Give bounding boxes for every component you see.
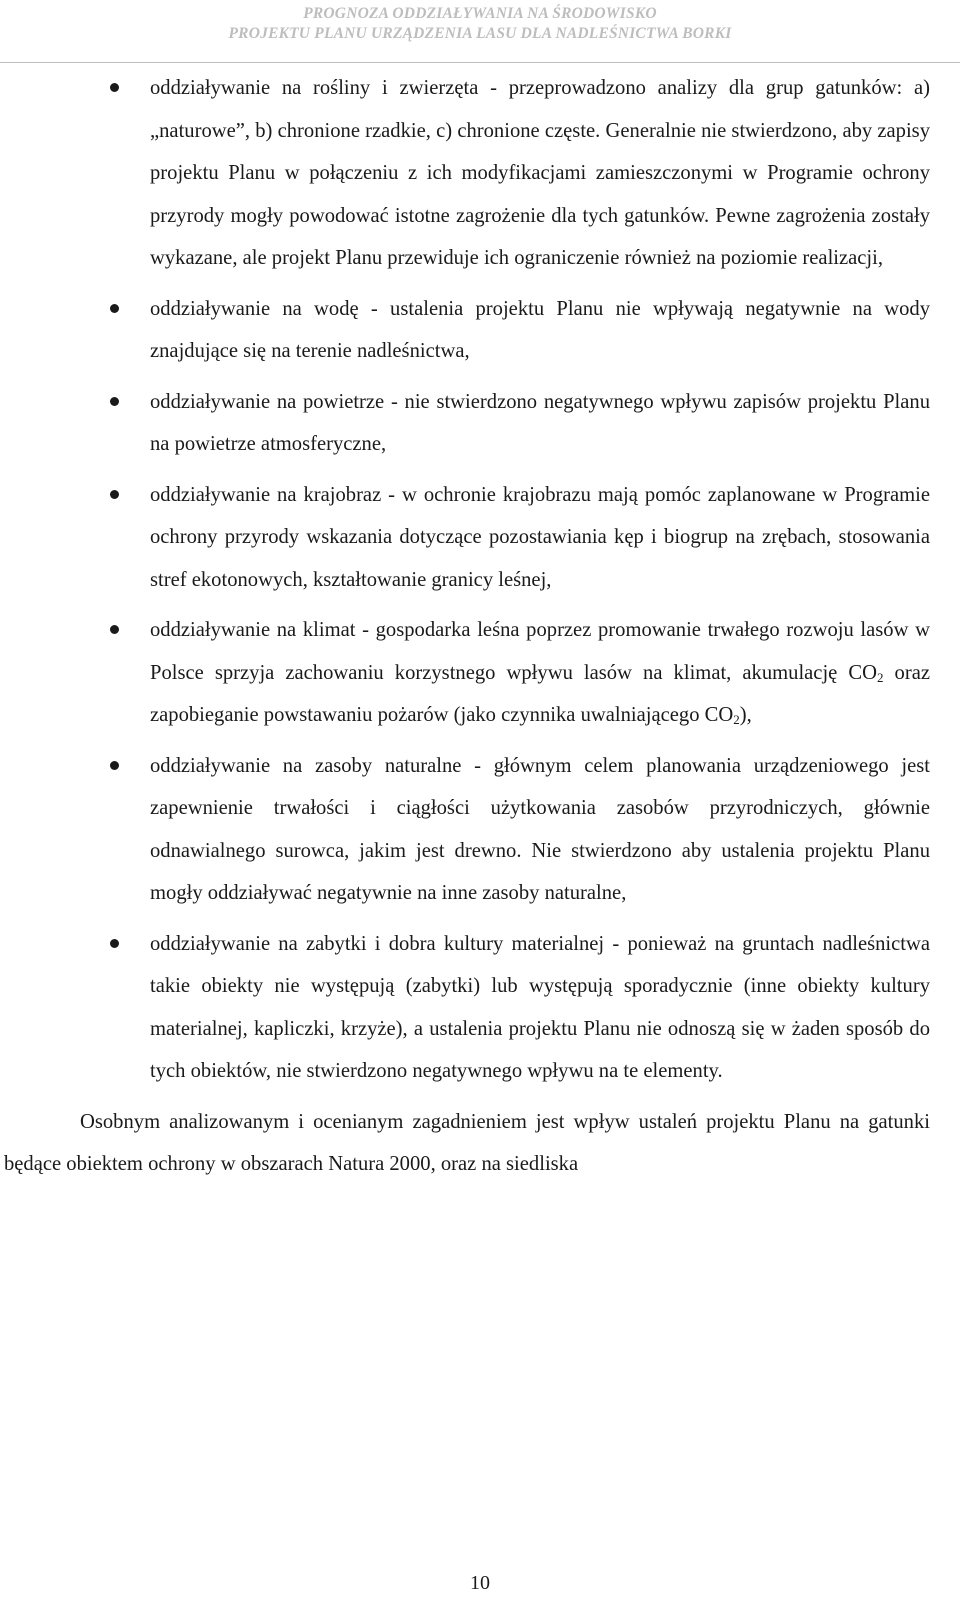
list-item: [0, 381, 930, 466]
body-paragraph: Osobnym analizowanym i ocenianym zagadnieniem jest wpływ ustaleń projektu Planu na gatunki będące obiektem ochrony w obszarach Natura 2000, oraz na siedliska: [4, 1110, 930, 1175]
list-item: [0, 474, 930, 602]
list-item-text: oddziaływanie na zabytki i dobra kultury materialnej - ponieważ na gruntach nadleśnictwa takie obiekty nie występują (zabytki) lub występują sporadycznie (inne obiekty kultury materialnej, kapliczki, krzyże), a ustalenia projektu Planu nie odnoszą się w żaden sposób do tych obiektów, nie stwierdzono negatywnego wpływu na te elementy.: [150, 932, 930, 1082]
list-item: [0, 609, 930, 737]
list-item-text: oddziaływanie na wodę - ustalenia projektu Planu nie wpływają negatywnie na wody znajdujące się na terenie nadleśnictwa,: [150, 297, 930, 362]
list-item: [0, 67, 930, 280]
bullet-icon: [110, 939, 119, 948]
list-item-text: oddziaływanie na krajobraz - w ochronie krajobrazu mają pomóc zaplanowane w Programie ochrony przyrody wskazania dotyczące pozostawiania kęp i biogrup na zrębach, stosowania stref ekotonowych, kształtowanie granicy leśnej,: [150, 483, 930, 591]
bullet-icon: [110, 397, 119, 406]
list-item: [0, 923, 930, 1093]
list-item: [0, 745, 930, 915]
subscript: 2: [876, 669, 884, 685]
subscript: 2: [733, 712, 740, 727]
list-item: [0, 288, 930, 373]
list-item-text: oddziaływanie na powietrze - nie stwierdzono negatywnego wpływu zapisów projektu Planu na powietrze atmosferyczne,: [150, 390, 930, 455]
list-item-text: oddziaływanie na rośliny i zwierzęta - przeprowadzono analizy dla grup gatunków: a) „naturowe”, b) chronione rzadkie, c) chronione częste. Generalnie nie stwierdzono, aby zapisy projektu Planu w połączeniu z ich modyfikacjami zamieszczonymi w Programie ochrony przyrody mogły powodować istotne zagrożenie dla tych gatunków. Pewne zagrożenia zostały wykazane, ale projekt Planu przewiduje ich ograniczenie również na poziomie realizacji,: [150, 77, 930, 269]
impact-bullet-list: [0, 67, 930, 1093]
header-title-line1: PROGNOZA ODDZIAŁYWANIA NA ŚRODOWISKO: [303, 5, 657, 22]
document-body: [0, 67, 930, 1186]
list-item-text: oddziaływanie na zasoby naturalne - głównym celem planowania urządzeniowego jest zapewnienie trwałości i ciągłości użytkowania zasobów przyrodniczych, głównie odnawialnego surowca, jakim jest drewno. Nie stwierdzono aby ustalenia projektu Planu mogły oddziaływać negatywnie na inne zasoby naturalne,: [150, 754, 930, 904]
list-item-text: ),: [739, 704, 752, 726]
bullet-icon: [110, 83, 119, 92]
page-header: [0, 0, 960, 63]
list-item-text: oddziaływanie na klimat - gospodarka leśna poprzez promowanie trwałego rozwoju lasów w Polsce sprzyja zachowaniu korzystnego wpływu lasów na klimat, akumulację CO: [150, 619, 930, 684]
page-number: 10: [470, 1572, 490, 1594]
bullet-icon: [110, 761, 119, 770]
bullet-icon: [110, 304, 119, 313]
header-title-line2: PROJEKTU PLANU URZĄDZENIA LASU DLA NADLEŚNICTWA BORKI: [228, 25, 732, 42]
bullet-icon: [110, 490, 119, 499]
bullet-icon: [110, 625, 119, 634]
list-item-text: oraz zapobieganie powstawaniu pożarów (jako czynnika uwalniającego CO: [150, 661, 930, 726]
